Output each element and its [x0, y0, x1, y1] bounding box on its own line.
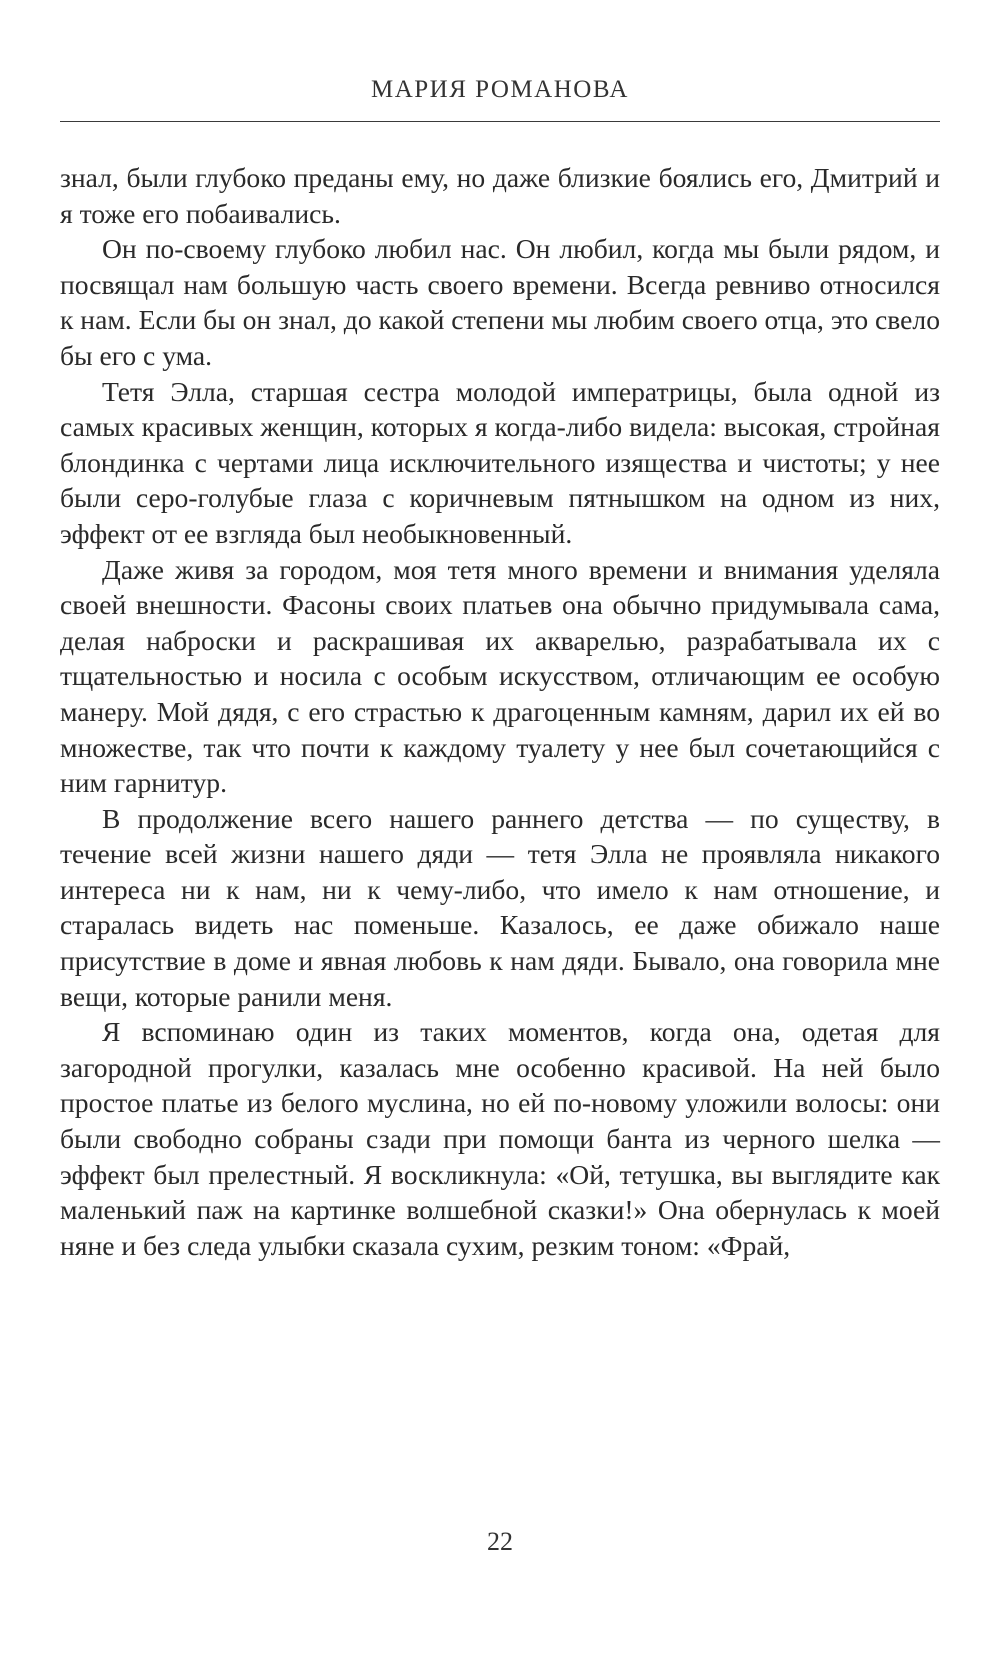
paragraph: Я вспоминаю один из таких моментов, когда она, одетая для загородной прогулки, казалась мне особенно красивой. На ней было простое платье из белого муслина, но ей по-новому уложили волосы: они были свободно собраны сзади при помощи банта из черного шелка — эффект был прелестный. Я воскликнула: «Ой, тетушка, вы выглядите как маленький паж на картинке волшебной сказки!» Она обернулась к моей няне и без следа улыбки сказала сухим, резким тоном: «Фрай, — [60, 1016, 940, 1261]
page-number: 22 — [487, 1527, 513, 1556]
header-rule — [60, 121, 940, 122]
paragraph: В продолжение всего нашего раннего детства — по существу, в течение всей жизни нашего дяди — тетя Элла не проявляла никакого интереса ни к нам, ни к чему-либо, что имело к нам отношение, и старалась видеть нас поменьше. Казалось, ее даже обижало наше присутствие в доме и явная любовь к нам дяди. Бывало, она говорила мне вещи, которые ранили меня. — [60, 802, 940, 1012]
running-head: МАРИЯ РОМАНОВА — [371, 76, 629, 103]
paragraph: знал, были глубоко преданы ему, но даже близкие боялись его, Дмитрий и я тоже его побаивались. — [60, 162, 940, 229]
paragraph: Даже живя за городом, моя тетя много времени и внимания уделяла своей внешности. Фасоны своих платьев она обычно придумывала сама, делая наброски и раскрашивая их акварелью, разрабатывала их с тщательностью и носила с особым искусством, отличающим ее особую манеру. Мой дядя, с его страстью к драгоценным камням, дарил их ей во множестве, так что почти к каждому туалету у нее был сочетающийся с ним гарнитур. — [60, 553, 940, 799]
paragraph: Тетя Элла, старшая сестра молодой императрицы, была одной из самых красивых женщин, которых я когда-либо видела: высокая, стройная блондинка с чертами лица исключительного изящества и чистоты; у нее были серо-голубые глаза с коричневым пятнышком на одном из них, эффект от ее взгляда был необыкновенный. — [60, 375, 940, 549]
body-text — [60, 160, 940, 1263]
paragraph: Он по-своему глубоко любил нас. Он любил, когда мы были рядом, и посвящал нам большую часть своего времени. Всегда ревниво относился к нам. Если бы он знал, до какой степени мы любим своего отца, это свело бы его с ума. — [60, 233, 940, 371]
